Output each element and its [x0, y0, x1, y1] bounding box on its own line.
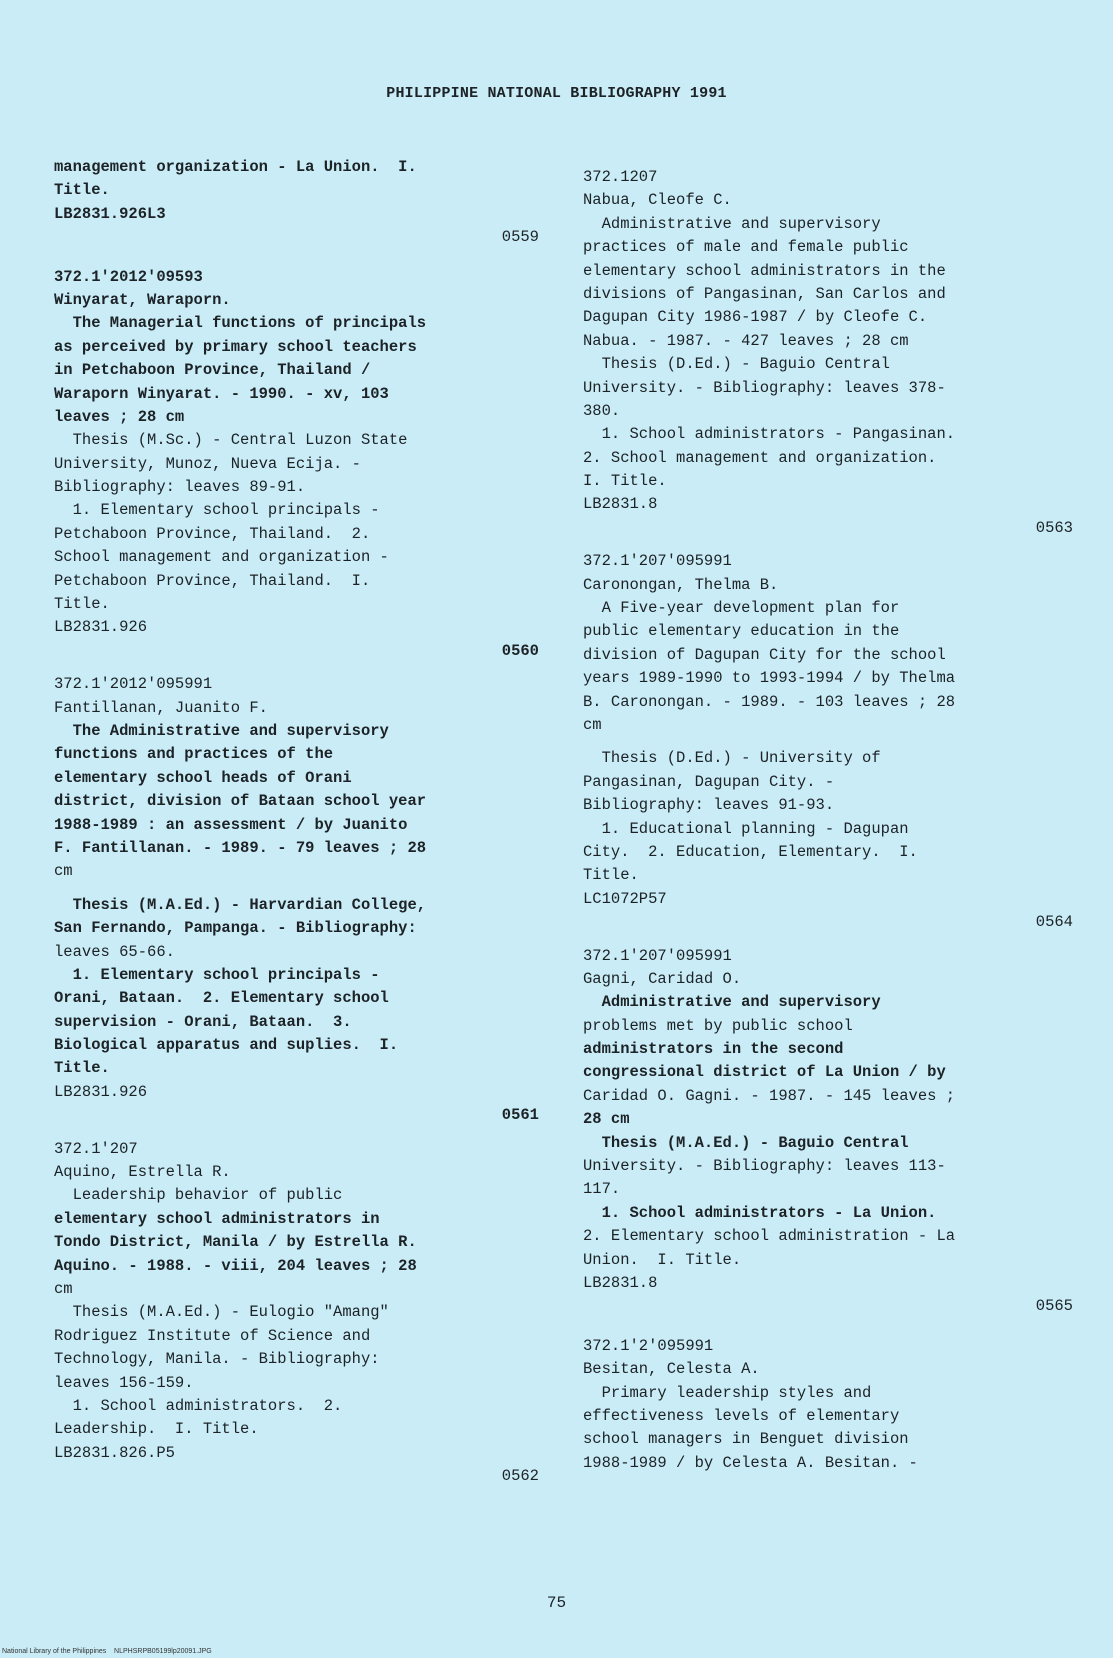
entry-line: 1. School administrators - La Union. — [583, 1203, 937, 1222]
entry-line: school managers in Benguet division — [583, 1430, 909, 1449]
entry-number: 0565 — [1035, 1297, 1073, 1316]
bibliography-column-left — [54, 156, 544, 1488]
entry-line: 2. School management and organization. — [583, 448, 937, 467]
spacer — [54, 663, 544, 673]
entry-line: LC1072P57 — [583, 889, 667, 908]
entry-line: district, division of Bataan school year — [54, 792, 427, 811]
entry-line: Petchaboon Province, Thailand. 2. — [54, 524, 371, 543]
entry-line: Thesis (D.Ed.) - University of — [583, 749, 881, 768]
entry-line: Title. — [583, 866, 639, 885]
entry-line: Besitan, Celesta A. — [583, 1360, 760, 1379]
entry-line: Orani, Bataan. 2. Elementary school — [54, 989, 389, 1008]
entry-line: LB2831.8 — [583, 1273, 658, 1292]
entry-line: Title. — [54, 181, 110, 200]
entry-line: elementary school administrators in the — [583, 261, 946, 280]
spacer — [583, 935, 1078, 945]
entry-line: cm — [54, 862, 73, 881]
entry-line: Tondo District, Manila / by Estrella R. — [54, 1233, 417, 1252]
entry-line: divisions of Pangasinan, San Carlos and — [583, 284, 946, 303]
entry-line: The Managerial functions of principals — [54, 314, 427, 333]
entry-line: LB2831.826.P5 — [54, 1443, 175, 1462]
entry-line: LB2831.926 — [54, 1082, 148, 1101]
entry-line: I. Title. — [583, 472, 667, 491]
entry-line: 372.1'2012'09593 — [54, 267, 203, 286]
scan-footer: National Library of the Philippines NLPHSRPB05199lp20091.JPG — [2, 1648, 212, 1655]
entry-line: Title. — [54, 1059, 110, 1078]
entry-line: as perceived by primary school teachers — [54, 337, 417, 356]
entry-line: Thesis (M.A.Ed.) - Baguio Central — [583, 1133, 909, 1152]
entry-line: Union. I. Title. — [583, 1250, 742, 1269]
entry-line: elementary school administrators in — [54, 1209, 380, 1228]
entry-line: Petchaboon Province, Thailand. I. — [54, 571, 371, 590]
entry-number: 0562 — [501, 1467, 539, 1486]
entry-line: University. - Bibliography: leaves 113- — [583, 1157, 946, 1176]
entry-line: congressional district of La Union / by — [583, 1063, 946, 1082]
entry-line: cm — [54, 1279, 73, 1298]
entry-line: 1. School administrators - Pangasinan. — [583, 425, 956, 444]
entry-line: 372.1'207'095991 — [583, 552, 732, 571]
entry-line: 1. School administrators. 2. — [54, 1396, 343, 1415]
entry-line: Fantillanan, Juanito F. — [54, 698, 268, 717]
entry-line: Thesis (D.Ed.) - Baguio Central — [583, 355, 890, 374]
spacer — [583, 156, 1078, 166]
entry-number: 0563 — [1035, 518, 1073, 537]
spacer — [54, 250, 544, 266]
entry-line: Bibliography: leaves 89-91. — [54, 478, 306, 497]
entry-line: division of Dagupan City for the school — [583, 645, 946, 664]
entry-line: 372.1207 — [583, 168, 658, 186]
entry-line: 372.1'207'095991 — [583, 946, 732, 965]
entry-line: B. Caronongan. - 1989. - 103 leaves ; 28 — [583, 692, 956, 711]
entry-line: in Petchaboon Province, Thailand / — [54, 361, 371, 380]
entry-line: 1. Elementary school principals - — [54, 501, 380, 520]
page-header: PHILIPPINE NATIONAL BIBLIOGRAPHY 1991 — [386, 85, 727, 102]
entry-line: supervision - Orani, Bataan. 3. — [54, 1012, 352, 1031]
entry-line: Aquino, Estrella R. — [54, 1163, 231, 1182]
entry-line: The Administrative and supervisory — [54, 721, 389, 740]
entry-line: Title. — [54, 595, 110, 614]
entry-line: problems met by public school — [583, 1016, 853, 1035]
entry-line: Caridad O. Gagni. - 1987. - 145 leaves ; — [583, 1086, 956, 1105]
spacer — [583, 737, 1078, 747]
entry-line: leaves 65-66. — [54, 942, 175, 961]
entry-line: Bibliography: leaves 91-93. — [583, 796, 835, 815]
entry-line: leaves 156-159. — [54, 1373, 194, 1392]
entry-line: Gagni, Caridad O. — [583, 969, 742, 988]
entry-number: 0564 — [1035, 913, 1073, 932]
entry-line: City. 2. Education, Elementary. I. — [583, 842, 918, 861]
entry-line: elementary school heads of Orani — [54, 768, 352, 787]
entry-line: 28 cm — [583, 1110, 630, 1129]
entry-number: 0559 — [501, 228, 539, 247]
entry-line: Thesis (M.Sc.) - Central Luzon State — [54, 431, 408, 450]
entry-line: 380. — [583, 401, 621, 420]
spacer — [54, 884, 544, 894]
entry-line: University. - Bibliography: leaves 378- — [583, 378, 946, 397]
entry-line: LB2831.926L3 — [54, 204, 166, 223]
entry-line: Pangasinan, Dagupan City. - — [583, 772, 835, 791]
entry-line: Biological apparatus and suplies. I. — [54, 1036, 399, 1055]
page-number: 75 — [546, 1594, 567, 1612]
spacer — [583, 540, 1078, 550]
entry-line: Waraporn Winyarat. - 1990. - xv, 103 — [54, 384, 389, 403]
entry-number: 0560 — [501, 641, 539, 660]
bibliography-column-right — [583, 156, 1078, 1475]
entry-line: Nabua. - 1987. - 427 leaves ; 28 cm — [583, 331, 909, 350]
entry-line: F. Fantillanan. - 1989. - 79 leaves ; 28 — [54, 838, 427, 857]
entry-line: 1. Educational planning - Dagupan — [583, 819, 909, 838]
entry-line: practices of male and female public — [583, 238, 909, 257]
entry-line: Technology, Manila. - Bibliography: — [54, 1350, 380, 1369]
entry-line: Administrative and supervisory — [583, 993, 881, 1012]
entry-number: 0561 — [501, 1106, 539, 1125]
entry-line: leaves ; 28 cm — [54, 407, 185, 426]
entry-line: San Fernando, Pampanga. - Bibliography: — [54, 919, 417, 938]
entry-line: Thesis (M.A.Ed.) - Eulogio "Amang" — [54, 1303, 389, 1322]
entry-line: Winyarat, Waraporn. — [54, 290, 231, 309]
entry-line: functions and practices of the — [54, 745, 334, 764]
entry-line: 2. Elementary school administration - La — [583, 1227, 956, 1246]
entry-line: Primary leadership styles and — [583, 1383, 872, 1402]
entry-line: administrators in the second — [583, 1040, 844, 1059]
entry-line: 372.1'2012'095991 — [54, 675, 213, 694]
spacer — [583, 1319, 1078, 1335]
entry-line: Nabua, Cleofe C. — [583, 191, 732, 210]
entry-line: Leadership behavior of public — [54, 1186, 343, 1205]
entry-line: 372.1'207 — [54, 1139, 138, 1158]
entry-line: 372.1'2'095991 — [583, 1336, 714, 1355]
entry-line: Aquino. - 1988. - viii, 204 leaves ; 28 — [54, 1256, 417, 1275]
entry-line: 1. Elementary school principals - — [54, 965, 380, 984]
entry-line: Rodriguez Institute of Science and — [54, 1326, 371, 1345]
spacer — [54, 1128, 544, 1138]
entry-line: A Five-year development plan for — [583, 599, 900, 618]
entry-line: LB2831.926 — [54, 618, 148, 637]
entry-line: 1988-1989 / by Celesta A. Besitan. - — [583, 1453, 918, 1472]
entry-line: Administrative and supervisory — [583, 214, 881, 233]
entry-line: 1988-1989 : an assessment / by Juanito — [54, 815, 408, 834]
entry-line: University, Munoz, Nueva Ecija. - — [54, 454, 361, 473]
entry-line: School management and organization - — [54, 548, 389, 567]
entry-line: Leadership. I. Title. — [54, 1420, 259, 1439]
entry-line: effectiveness levels of elementary — [583, 1406, 900, 1425]
entry-line: cm — [583, 715, 602, 734]
entry-line: Caronongan, Thelma B. — [583, 575, 779, 594]
entry-line: management organization - La Union. I. — [54, 158, 417, 176]
entry-line: Thesis (M.A.Ed.) - Harvardian College, — [54, 895, 427, 914]
entry-line: 117. — [583, 1180, 621, 1199]
entry-line: Dagupan City 1986-1987 / by Cleofe C. — [583, 308, 928, 327]
entry-line: years 1989-1990 to 1993-1994 / by Thelma — [583, 669, 956, 688]
entry-line: public elementary education in the — [583, 622, 900, 641]
entry-line: LB2831.8 — [583, 495, 658, 514]
